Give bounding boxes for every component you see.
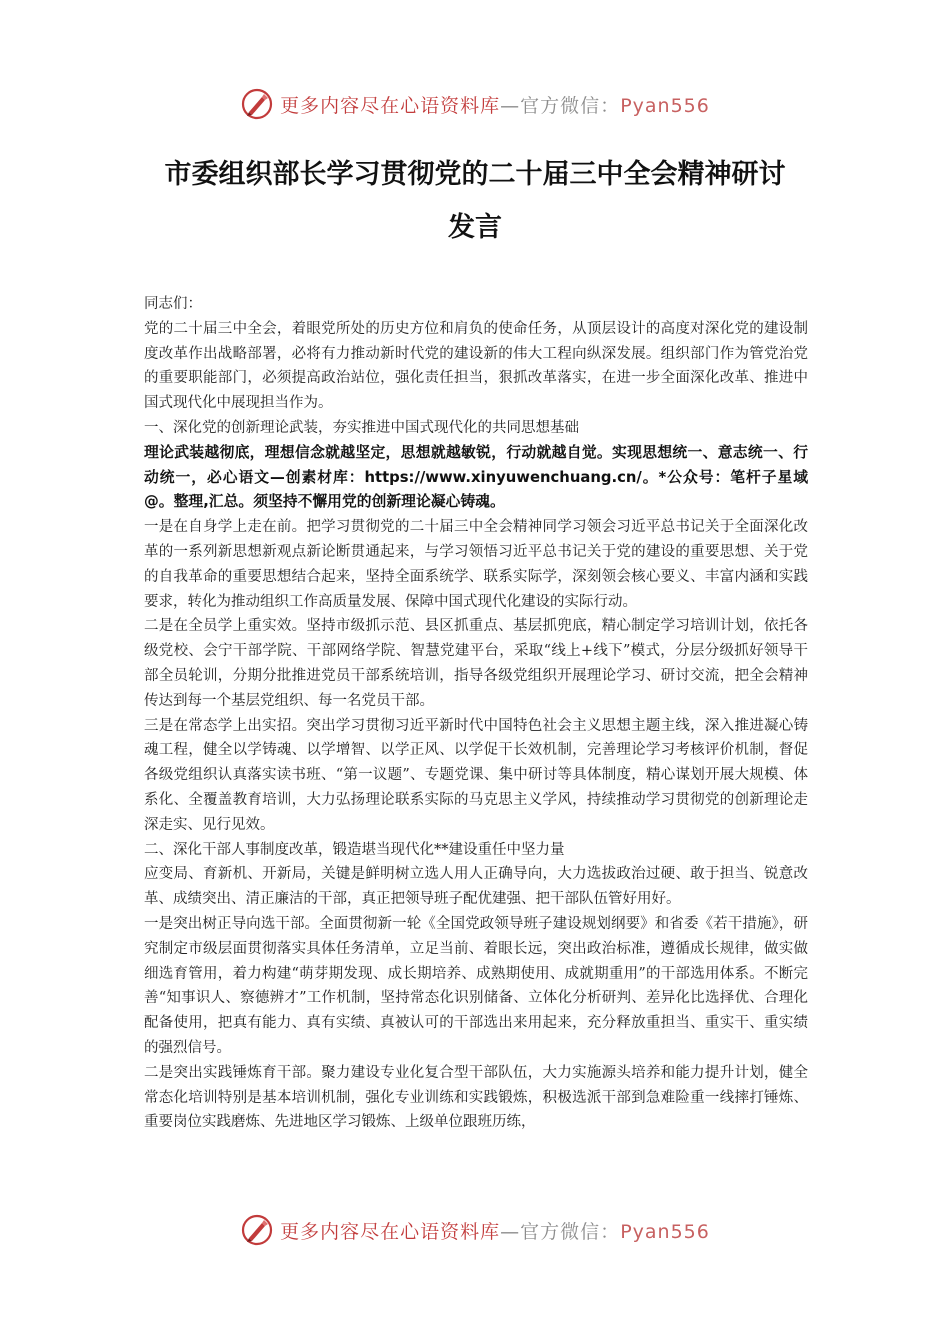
watermark-main: 更多内容尽在心语资料库 <box>280 94 501 117</box>
paragraph-point-2-1: 一是突出树正导向选干部。全面贯彻新一轮《全国党政领导班子建设规划纲要》和省委《若干措施》，研究制定市级层面贯彻落实具体任务清单，立足当前、着眼长远，突出政治标准，遵循成长规律，做实做细选育管用，着力构建“萌芽期发现、成长期培养、成熟期使用、成就期重用”的干部选用体系。不断完善“知事识人、察德辨才”工作机制，坚持常态化识别储备、立体化分析研判、差异化比选择优、合理化配备使用，把真有能力、真有实绩、真被认可的干部选出来用起来，充分释放重担当、重实干、重实绩的强烈信号。 <box>144 915 808 1056</box>
document-body <box>144 292 808 1135</box>
pen-logo-icon <box>240 87 274 121</box>
watermark-official: 官方微信： <box>520 94 621 117</box>
document-title <box>120 148 830 254</box>
watermark-dash: — <box>500 1220 521 1243</box>
watermark-id: Pyan556 <box>620 1220 710 1243</box>
watermark-text <box>280 91 710 118</box>
pen-logo-icon <box>240 1213 274 1247</box>
salutation: 同志们： <box>144 296 202 312</box>
paragraph-point-2-2: 二是突出实践锤炼育干部。聚力建设专业化复合型干部队伍，大力实施源头培养和能力提升计划，健全常态化培训特别是基本培训机制，强化专业训练和实践锻炼，积极选派干部到急难险重一线摔打锤炼、重要岗位实践磨炼、先进地区学习锻炼、上级单位跟班历练， <box>144 1064 808 1131</box>
watermark-text <box>280 1217 710 1244</box>
title-line-1: 市委组织部长学习贯彻党的二十届三中全会精神研讨 <box>164 159 786 190</box>
paragraph-point-1-1: 一是在自身学上走在前。把学习贯彻党的二十届三中全会精神同学习领会习近平总书记关于全面深化改革的一系列新思想新观点新论断贯通起来，与学习领悟习近平总书记关于党的建设的重要思想、关于党的自我革命的重要思想结合起来，坚持全面系统学、联系实际学，深刻领会核心要义、丰富内涵和实践要求，转化为推动组织工作高质量发展、保障中国式现代化建设的实际行动。 <box>144 519 808 610</box>
watermark-header <box>0 84 950 124</box>
section-heading-2: 二、深化干部人事制度改革，锻造堪当现代化**建设重任中坚力量 <box>144 841 565 858</box>
paragraph-intro: 党的二十届三中全会，着眼党所处的历史方位和肩负的使命任务，从顶层设计的高度对深化党的建设制度改革作出战略部署，必将有力推动新时代党的建设新的伟大工程向纵深发展。组织部门作为管党治党的重要职能部门，必须提高政治站位，强化责任担当，狠抓改革落实，在进一步全面深化改革、推进中国式现代化中展现担当作为。 <box>144 320 808 412</box>
paragraph-section-2-intro: 应变局、育新机、开新局，关键是鲜明树立选人用人正确导向，大力选拔政治过硬、敢于担当、锐意改革、成绩突出、清正廉洁的干部，真正把领导班子配优建强、把干部队伍管好用好。 <box>144 866 808 908</box>
watermark-id: Pyan556 <box>620 94 710 117</box>
paragraph-bold-inserted: 理论武装越彻底，理想信念就越坚定，思想就越敏锐，行动就越自觉。实现思想统一、意志统一、行动统一，必心语文—创素材库：https://www.xinyuwenchuang.cn/。*公众号：笔杆子星域@。整理,汇总。须坚持不懈用党的创新理论凝心铸魂。 <box>144 443 808 511</box>
paragraph-point-1-3: 三是在常态学上出实招。突出学习贯彻习近平新时代中国特色社会主义思想主题主线，深入推进凝心铸魂工程，健全以学铸魂、以学增智、以学正风、以学促干长效机制，完善理论学习考核评价机制，督促各级党组织认真落实读书班、“第一议题”、专题党课、集中研讨等具体制度，精心谋划开展大规模、体系化、全覆盖教育培训，大力弘扬理论联系实际的马克思主义学风，持续推动学习贯彻党的创新理论走深走实、见行见效。 <box>144 717 808 833</box>
title-line-2: 发言 <box>448 212 502 243</box>
watermark-footer <box>0 1210 950 1250</box>
watermark-official: 官方微信： <box>520 1220 621 1243</box>
section-heading-1: 一、深化党的创新理论武装，夯实推进中国式现代化的共同思想基础 <box>144 419 579 436</box>
paragraph-point-1-2: 二是在全员学上重实效。坚持市级抓示范、县区抓重点、基层抓兜底，精心制定学习培训计划，依托各级党校、会宁干部学院、干部网络学院、智慧党建平台，采取“线上+线下”模式，分层分级抓好领导干部全员轮训，分期分批推进党员干部系统培训，指导各级党组织开展理论学习、研讨交流，把全会精神传达到每一个基层党组织、每一名党员干部。 <box>144 618 808 709</box>
watermark-main: 更多内容尽在心语资料库 <box>280 1220 501 1243</box>
watermark-dash: — <box>500 94 521 117</box>
